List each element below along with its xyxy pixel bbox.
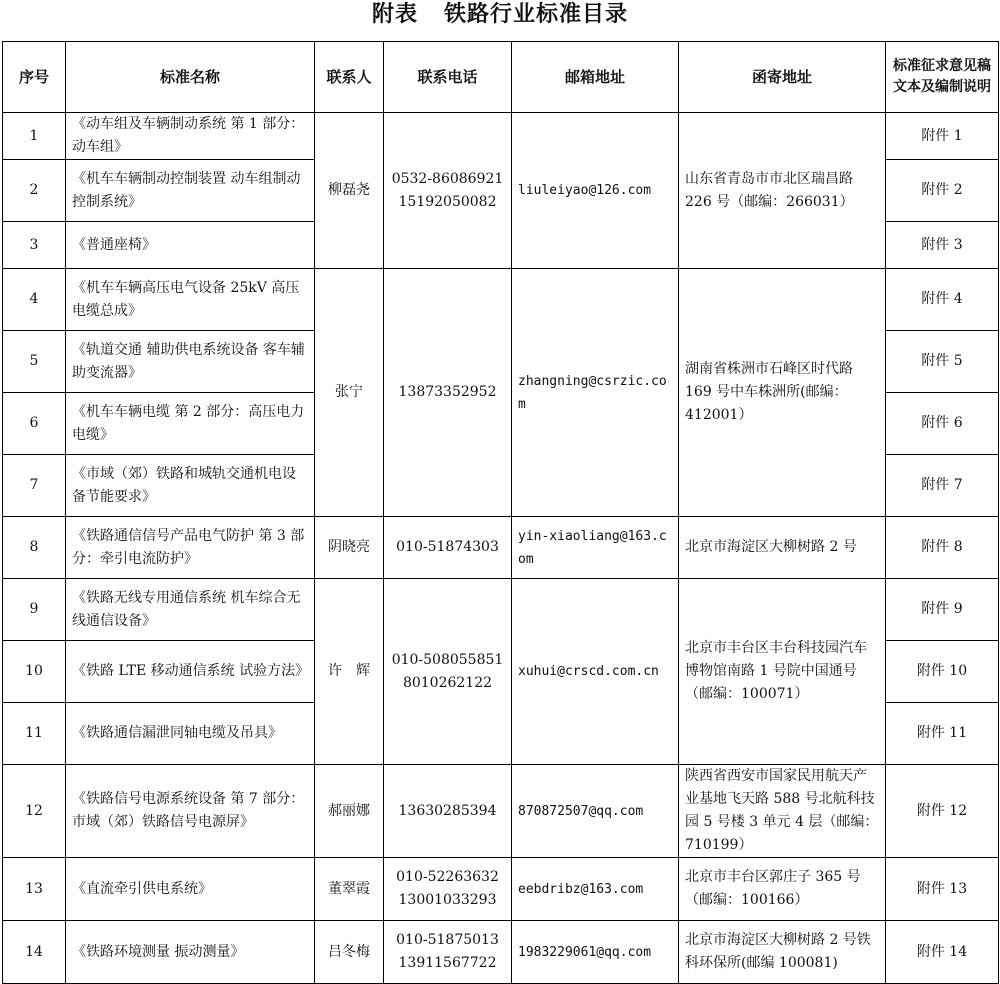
row-standard-name: 《直流牵引供电系统》: [66, 858, 315, 921]
page-title: [0, 0, 1000, 40]
row-standard-name: 《机车车辆电缆 第 2 部分：高压电力电缆》: [66, 393, 315, 455]
header-seq: 序号: [3, 42, 66, 113]
row-attachment: 附件 8: [886, 517, 999, 579]
contact-phone: [384, 858, 512, 921]
standards-table: [2, 41, 999, 984]
row-standard-name: 《市域（郊）铁路和城轨交通机电设备节能要求》: [66, 455, 315, 517]
row-attachment: 附件 12: [886, 765, 999, 858]
row-standard-name: 《机车车辆制动控制装置 动车组制动控制系统》: [66, 160, 315, 222]
contact-phone: [384, 269, 512, 517]
contact-person: 张宁: [315, 269, 384, 517]
row-attachment: 附件 1: [886, 113, 999, 160]
phone-number: 010-51875013: [396, 932, 499, 948]
row-seq: 2: [3, 160, 66, 222]
contact-email[interactable]: zhangning@csrzic.com: [512, 269, 679, 517]
row-standard-name: 《动车组及车辆制动系统 第 1 部分：动车组》: [66, 113, 315, 160]
row-standard-name: 《铁路信号电源系统设备 第 7 部分：市域（郊）铁路信号电源屏》: [66, 765, 315, 858]
row-standard-name: 《铁路环境测量 振动测量》: [66, 921, 315, 984]
header-email: 邮箱地址: [512, 42, 679, 113]
row-seq: 10: [3, 641, 66, 703]
row-seq: 5: [3, 331, 66, 393]
row-seq: 12: [3, 765, 66, 858]
phone-number: 8010262122: [402, 674, 493, 691]
row-seq: 8: [3, 517, 66, 579]
contact-email[interactable]: 870872507@qq.com: [512, 765, 679, 858]
contact-person: 郝丽娜: [315, 765, 384, 858]
mailing-address: 北京市丰台区郭庄子 365 号（邮编：100166）: [679, 858, 886, 921]
header-name: 标准名称: [66, 42, 315, 113]
mailing-address: 北京市海淀区大柳树路 2 号: [679, 517, 886, 579]
contact-person: 许 辉: [315, 579, 384, 765]
contact-email[interactable]: yin-xiaoliang@163.com: [512, 517, 679, 579]
mailing-address: 山东省青岛市市北区瑞昌路 226 号（邮编：266031）: [679, 113, 886, 269]
contact-phone: [384, 579, 512, 765]
phone-number: 010-51874303: [396, 539, 499, 555]
row-attachment: 附件 6: [886, 393, 999, 455]
row-standard-name: 《铁路通信漏泄同轴电缆及吊具》: [66, 703, 315, 765]
phone-number: 010-52263632: [396, 869, 499, 885]
phone-number: 15192050082: [398, 193, 497, 210]
row-attachment: 附件 7: [886, 455, 999, 517]
row-attachment: 附件 2: [886, 160, 999, 222]
contact-phone: [384, 113, 512, 269]
row-standard-name: 《轨道交通 辅助供电系统设备 客车辅助变流器》: [66, 331, 315, 393]
row-seq: 14: [3, 921, 66, 984]
header-contact: 联系人: [315, 42, 384, 113]
row-seq: 13: [3, 858, 66, 921]
row-attachment: 附件 10: [886, 641, 999, 703]
table-header-row: [3, 42, 999, 113]
mailing-address: 北京市丰台区丰台科技园汽车博物馆南路 1 号院中国通号（邮编：100071）: [679, 579, 886, 765]
mailing-address: 陕西省西安市国家民用航天产业基地飞天路 588 号北航科技园 5 号楼 3 单元 4 层（邮编：710199）: [679, 765, 886, 858]
table-row: [3, 765, 999, 858]
row-attachment: 附件 5: [886, 331, 999, 393]
contact-person: 董翠霞: [315, 858, 384, 921]
contact-phone: [384, 921, 512, 984]
contact-phone: [384, 517, 512, 579]
row-seq: 4: [3, 269, 66, 331]
row-seq: 9: [3, 579, 66, 641]
table-row: [3, 921, 999, 984]
phone-number: 0532-86086921: [391, 170, 504, 187]
contact-email[interactable]: liuleiyao@126.com: [512, 113, 679, 269]
phone-number: 13911567722: [398, 955, 497, 971]
phone-number: 13001033293: [398, 892, 497, 908]
mailing-address: 北京市海淀区大柳树路 2 号铁科环保所(邮编 100081): [679, 921, 886, 984]
row-standard-name: 《铁路无线专用通信系统 机车综合无线通信设备》: [66, 579, 315, 641]
contact-person: 吕冬梅: [315, 921, 384, 984]
title-main: 铁路行业标准目录: [444, 2, 629, 27]
row-seq: 6: [3, 393, 66, 455]
row-seq: 3: [3, 222, 66, 269]
contact-email[interactable]: xuhui@crscd.com.cn: [512, 579, 679, 765]
contact-person: 柳磊尧: [315, 113, 384, 269]
row-attachment: 附件 13: [886, 858, 999, 921]
row-standard-name: 《普通座椅》: [66, 222, 315, 269]
header-attachment: 标准征求意见稿文本及编制说明: [886, 42, 999, 113]
row-standard-name: 《铁路通信信号产品电气防护 第 3 部分：牵引电流防护》: [66, 517, 315, 579]
contact-email[interactable]: 1983229061@qq.com: [512, 921, 679, 984]
row-seq: 7: [3, 455, 66, 517]
phone-number: 010-508055851: [391, 651, 504, 668]
table-row: [3, 269, 999, 331]
row-attachment: 附件 14: [886, 921, 999, 984]
row-attachment: 附件 9: [886, 579, 999, 641]
table-row: [3, 113, 999, 160]
row-standard-name: 《机车车辆高压电气设备 25kV 高压电缆总成》: [66, 269, 315, 331]
phone-number: 13873352952: [398, 384, 497, 400]
title-prefix: 附表: [371, 2, 418, 27]
mailing-address: 湖南省株洲市石峰区时代路 169 号中车株洲所(邮编：412001）: [679, 269, 886, 517]
phone-number: 13630285394: [398, 802, 497, 819]
contact-person: 阴晓亮: [315, 517, 384, 579]
header-phone: 联系电话: [384, 42, 512, 113]
header-address: 函寄地址: [679, 42, 886, 113]
row-seq: 1: [3, 113, 66, 160]
contact-phone: [384, 765, 512, 858]
contact-email[interactable]: eebdribz@163.com: [512, 858, 679, 921]
row-attachment: 附件 4: [886, 269, 999, 331]
row-standard-name: 《铁路 LTE 移动通信系统 试验方法》: [66, 641, 315, 703]
row-seq: 11: [3, 703, 66, 765]
table-row: [3, 858, 999, 921]
table-row: [3, 579, 999, 641]
row-attachment: 附件 11: [886, 703, 999, 765]
row-attachment: 附件 3: [886, 222, 999, 269]
table-row: [3, 517, 999, 579]
